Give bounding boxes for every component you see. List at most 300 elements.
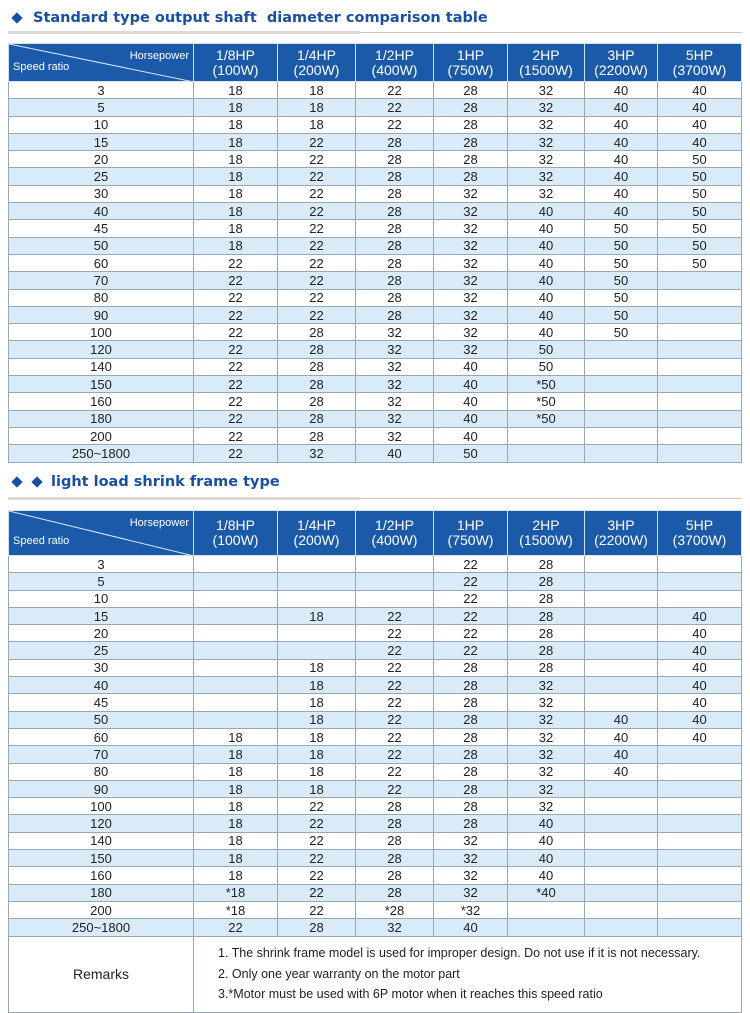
shaft-diameter-cell — [585, 850, 658, 867]
shaft-diameter-cell: 40 — [585, 82, 658, 99]
shaft-diameter-cell: 28 — [356, 850, 434, 867]
table-row — [9, 677, 742, 694]
shaft-diameter-cell: 40 — [508, 237, 585, 254]
table-row — [9, 151, 742, 168]
shaft-diameter-cell — [278, 642, 356, 659]
shaft-diameter-cell: 22 — [434, 642, 508, 659]
table-body — [9, 82, 742, 463]
shaft-diameter-cell: 40 — [434, 919, 508, 936]
shaft-diameter-cell: 32 — [434, 272, 508, 289]
shaft-diameter-cell: 18 — [278, 763, 356, 780]
shaft-diameter-cell: 32 — [356, 410, 434, 427]
shaft-diameter-cell — [356, 556, 434, 573]
speed-ratio-cell: 45 — [9, 220, 194, 237]
shaft-diameter-cell: 22 — [194, 272, 278, 289]
shaft-diameter-cell: 50 — [658, 185, 742, 202]
shaft-diameter-cell: 28 — [356, 133, 434, 150]
shaft-diameter-cell: 22 — [278, 151, 356, 168]
column-header — [508, 511, 585, 556]
corner-header-cell — [9, 44, 194, 82]
table-row — [9, 780, 742, 797]
shaft-diameter-cell: 40 — [585, 185, 658, 202]
shaft-diameter-cell: 18 — [278, 677, 356, 694]
shaft-diameter-cell: 28 — [434, 99, 508, 116]
shaft-diameter-cell — [508, 919, 585, 936]
shaft-diameter-cell: 40 — [585, 763, 658, 780]
shaft-diameter-cell: 28 — [508, 573, 585, 590]
table-row — [9, 358, 742, 375]
remarks-row — [9, 936, 742, 1012]
shaft-diameter-cell: 32 — [508, 82, 585, 99]
column-header — [658, 511, 742, 556]
horsepower-value: 5HP — [685, 517, 714, 533]
shaft-diameter-cell — [585, 694, 658, 711]
speed-ratio-cell: 200 — [9, 901, 194, 918]
shaft-diameter-cell: 32 — [356, 358, 434, 375]
shaft-diameter-cell: 32 — [434, 884, 508, 901]
shaft-diameter-cell: 32 — [508, 168, 585, 185]
shaft-diameter-cell — [585, 590, 658, 607]
section-2-title-text: light load shrink frame type — [51, 474, 280, 490]
speed-ratio-cell: 15 — [9, 133, 194, 150]
wattage-value: (2200W) — [594, 61, 648, 78]
shaft-diameter-cell — [658, 590, 742, 607]
shaft-diameter-cell: 32 — [434, 185, 508, 202]
table-row — [9, 133, 742, 150]
shaft-diameter-cell: *28 — [356, 901, 434, 918]
column-header — [508, 44, 585, 82]
shaft-diameter-cell: 50 — [585, 220, 658, 237]
shaft-diameter-cell: 28 — [434, 133, 508, 150]
speed-ratio-cell: 3 — [9, 82, 194, 99]
table-row — [9, 642, 742, 659]
shaft-diameter-cell: 40 — [585, 728, 658, 745]
table-row — [9, 798, 742, 815]
shaft-diameter-cell: 50 — [658, 220, 742, 237]
table-row — [9, 832, 742, 849]
speed-ratio-cell: 50 — [9, 237, 194, 254]
shaft-diameter-cell — [194, 642, 278, 659]
remark-note: 1. The shrink frame model is used for improper design. Do not use if it is not necessary. — [218, 946, 701, 961]
column-header — [278, 511, 356, 556]
diamond-bullet-icon — [11, 12, 22, 23]
shaft-diameter-cell: 32 — [434, 850, 508, 867]
table-row — [9, 376, 742, 393]
shaft-diameter-cell: 22 — [278, 850, 356, 867]
speed-ratio-cell: 120 — [9, 815, 194, 832]
shaft-diameter-cell: 22 — [278, 254, 356, 271]
shaft-diameter-cell: 22 — [356, 116, 434, 133]
shaft-diameter-cell: 22 — [194, 358, 278, 375]
diamond-bullet-icon — [31, 476, 42, 487]
shaft-diameter-cell: 50 — [658, 203, 742, 220]
shaft-diameter-cell — [658, 763, 742, 780]
shaft-diameter-cell: 22 — [434, 607, 508, 624]
shaft-diameter-cell: 28 — [278, 376, 356, 393]
shaft-diameter-cell: 40 — [434, 358, 508, 375]
shaft-diameter-cell — [658, 272, 742, 289]
shaft-diameter-cell: 28 — [278, 358, 356, 375]
horsepower-value: 1/8HP — [216, 46, 255, 63]
shaft-diameter-cell: 50 — [585, 306, 658, 323]
shaft-diameter-cell: 32 — [434, 341, 508, 358]
table-row — [9, 445, 742, 462]
shaft-diameter-cell — [278, 625, 356, 642]
shaft-diameter-cell: 40 — [585, 133, 658, 150]
shaft-diameter-cell: 22 — [278, 867, 356, 884]
shaft-diameter-cell: 28 — [278, 393, 356, 410]
shaft-diameter-cell: 28 — [508, 659, 585, 676]
shaft-diameter-cell: 28 — [434, 82, 508, 99]
shaft-diameter-cell: 28 — [356, 151, 434, 168]
shaft-diameter-cell: 32 — [356, 341, 434, 358]
shaft-diameter-cell: 40 — [508, 203, 585, 220]
shaft-diameter-cell: 22 — [356, 99, 434, 116]
speed-ratio-cell: 100 — [9, 324, 194, 341]
shaft-diameter-cell: 22 — [278, 815, 356, 832]
shaft-diameter-cell: 50 — [585, 289, 658, 306]
shaft-diameter-cell: 32 — [434, 324, 508, 341]
shaft-diameter-cell — [194, 607, 278, 624]
shaft-diameter-cell — [585, 556, 658, 573]
shaft-diameter-cell: 32 — [356, 427, 434, 444]
shaft-diameter-cell: 22 — [194, 919, 278, 936]
shaft-diameter-cell: 22 — [278, 220, 356, 237]
shaft-diameter-cell — [585, 427, 658, 444]
speed-ratio-cell: 250~1800 — [9, 445, 194, 462]
shaft-diameter-cell: 22 — [194, 427, 278, 444]
shaft-diameter-cell — [585, 642, 658, 659]
shaft-diameter-cell: 18 — [278, 746, 356, 763]
shaft-diameter-cell — [658, 901, 742, 918]
shaft-diameter-cell: 18 — [278, 99, 356, 116]
shaft-diameter-cell: *50 — [508, 376, 585, 393]
shaft-diameter-cell: 40 — [658, 133, 742, 150]
speed-ratio-label: Speed ratio — [13, 535, 70, 547]
shaft-diameter-cell: 32 — [508, 116, 585, 133]
shaft-diameter-cell: 22 — [356, 659, 434, 676]
shaft-diameter-cell: 22 — [356, 642, 434, 659]
speed-ratio-cell: 30 — [9, 185, 194, 202]
shaft-diameter-cell: 28 — [278, 324, 356, 341]
shaft-diameter-cell: 18 — [194, 116, 278, 133]
horsepower-value: 2HP — [532, 46, 560, 63]
shaft-diameter-cell — [585, 341, 658, 358]
shaft-diameter-cell: 22 — [356, 763, 434, 780]
shaft-diameter-cell: 32 — [434, 254, 508, 271]
shaft-diameter-cell — [658, 289, 742, 306]
shaft-diameter-cell — [585, 625, 658, 642]
table-row — [9, 590, 742, 607]
shaft-diameter-cell: 40 — [658, 99, 742, 116]
shaft-diameter-cell — [194, 556, 278, 573]
shaft-diameter-cell: 28 — [278, 919, 356, 936]
table-row — [9, 237, 742, 254]
shaft-diameter-cell: 28 — [356, 815, 434, 832]
shaft-diameter-cell: 18 — [194, 746, 278, 763]
shaft-diameter-cell: 22 — [278, 884, 356, 901]
shaft-diameter-cell — [278, 556, 356, 573]
shaft-diameter-cell: 28 — [356, 884, 434, 901]
speed-ratio-cell: 40 — [9, 203, 194, 220]
shaft-diameter-cell: 22 — [278, 901, 356, 918]
shaft-diameter-cell — [194, 573, 278, 590]
shaft-diameter-cell: 28 — [508, 590, 585, 607]
shaft-diameter-cell — [658, 573, 742, 590]
speed-ratio-cell: 5 — [9, 99, 194, 116]
shaft-diameter-cell: 22 — [194, 306, 278, 323]
shaft-diameter-cell: 28 — [356, 237, 434, 254]
shaft-diameter-cell: 18 — [194, 151, 278, 168]
corner-header-cell — [9, 511, 194, 556]
column-header — [434, 44, 508, 82]
shaft-diameter-cell: 22 — [434, 590, 508, 607]
shaft-diameter-cell: 28 — [434, 711, 508, 728]
wattage-value: (100W) — [212, 61, 259, 78]
shaft-diameter-cell: 22 — [278, 306, 356, 323]
shaft-diameter-cell: 28 — [356, 220, 434, 237]
shaft-diameter-cell: 28 — [356, 798, 434, 815]
shaft-diameter-cell: 40 — [658, 642, 742, 659]
shaft-diameter-cell — [585, 798, 658, 815]
shaft-diameter-cell: 50 — [434, 445, 508, 462]
shaft-diameter-cell: 28 — [356, 254, 434, 271]
shaft-diameter-cell: 40 — [508, 867, 585, 884]
shaft-diameter-cell: 18 — [194, 780, 278, 797]
horsepower-value: 1/4HP — [297, 517, 336, 533]
horsepower-value: 3HP — [607, 517, 635, 533]
wattage-value: (1500W) — [519, 61, 573, 78]
shaft-diameter-cell — [585, 901, 658, 918]
speed-ratio-cell: 120 — [9, 341, 194, 358]
shaft-diameter-cell: 28 — [356, 203, 434, 220]
shaft-diameter-cell: 18 — [278, 780, 356, 797]
shaft-diameter-cell — [278, 590, 356, 607]
shaft-diameter-cell: 50 — [585, 324, 658, 341]
shaft-diameter-cell: 18 — [194, 203, 278, 220]
shaft-diameter-cell: 40 — [658, 659, 742, 676]
table-row — [9, 427, 742, 444]
speed-ratio-cell: 100 — [9, 798, 194, 815]
shaft-diameter-cell: 22 — [194, 254, 278, 271]
wattage-value: (750W) — [447, 532, 494, 548]
shaft-diameter-cell: 18 — [194, 815, 278, 832]
shaft-diameter-cell: 40 — [658, 116, 742, 133]
table-row — [9, 341, 742, 358]
shaft-diameter-cell: 22 — [194, 376, 278, 393]
shaft-diameter-cell — [585, 376, 658, 393]
shaft-diameter-cell: 18 — [194, 867, 278, 884]
shaft-diameter-cell: 50 — [658, 151, 742, 168]
speed-ratio-cell: 250~1800 — [9, 919, 194, 936]
shaft-diameter-cell — [194, 694, 278, 711]
shaft-diameter-cell: *32 — [434, 901, 508, 918]
shaft-diameter-cell: 32 — [508, 711, 585, 728]
table-row — [9, 306, 742, 323]
shaft-diameter-cell — [658, 884, 742, 901]
wattage-value: (1500W) — [519, 532, 573, 548]
wattage-value: (750W) — [447, 61, 494, 78]
horsepower-value: 5HP — [685, 46, 714, 63]
shaft-diameter-cell — [658, 445, 742, 462]
shaft-diameter-cell: 32 — [356, 376, 434, 393]
shaft-diameter-cell — [585, 573, 658, 590]
shaft-diameter-cell: *40 — [508, 884, 585, 901]
shaft-diameter-cell — [658, 867, 742, 884]
shaft-diameter-cell — [508, 445, 585, 462]
table-header — [9, 44, 742, 82]
shaft-diameter-cell — [658, 306, 742, 323]
wattage-value: (100W) — [212, 532, 259, 548]
shaft-diameter-cell: 50 — [658, 168, 742, 185]
shaft-diameter-cell — [194, 625, 278, 642]
speed-ratio-cell: 200 — [9, 427, 194, 444]
table-body — [9, 556, 742, 1013]
shaft-diameter-cell: 28 — [434, 746, 508, 763]
table-row — [9, 185, 742, 202]
shaft-diameter-cell: 32 — [508, 763, 585, 780]
shaft-diameter-cell — [658, 376, 742, 393]
shaft-diameter-cell — [585, 358, 658, 375]
shaft-diameter-cell — [194, 677, 278, 694]
table-row — [9, 272, 742, 289]
shaft-diameter-cell: 22 — [194, 289, 278, 306]
shaft-diameter-cell: 32 — [434, 220, 508, 237]
shaft-diameter-cell: 22 — [356, 728, 434, 745]
speed-ratio-cell: 180 — [9, 410, 194, 427]
shaft-diameter-cell: 40 — [508, 306, 585, 323]
shaft-diameter-cell — [585, 780, 658, 797]
shaft-diameter-cell: 22 — [434, 573, 508, 590]
shaft-diameter-cell: 22 — [356, 746, 434, 763]
shaft-diameter-cell: 18 — [194, 133, 278, 150]
shaft-diameter-cell: *50 — [508, 393, 585, 410]
shaft-diameter-cell: 22 — [434, 556, 508, 573]
shaft-diameter-cell: 18 — [194, 798, 278, 815]
section-1-divider — [8, 32, 742, 33]
shaft-diameter-cell — [508, 901, 585, 918]
shaft-diameter-cell: 50 — [658, 254, 742, 271]
shaft-diameter-cell: 18 — [194, 832, 278, 849]
speed-ratio-cell: 150 — [9, 376, 194, 393]
shaft-diameter-cell — [585, 884, 658, 901]
shaft-diameter-cell — [585, 445, 658, 462]
shaft-diameter-cell: 28 — [278, 410, 356, 427]
speed-ratio-cell: 180 — [9, 884, 194, 901]
speed-ratio-cell: 3 — [9, 556, 194, 573]
shaft-diameter-cell: 40 — [658, 694, 742, 711]
table-row — [9, 919, 742, 936]
table-row — [9, 694, 742, 711]
table-row — [9, 901, 742, 918]
section-2-title — [10, 470, 280, 494]
shaft-diameter-cell: 32 — [434, 306, 508, 323]
shaft-diameter-cell: 40 — [508, 850, 585, 867]
shaft-diameter-cell: 32 — [508, 151, 585, 168]
shaft-diameter-cell: 40 — [508, 254, 585, 271]
table-row — [9, 556, 742, 573]
shaft-diameter-cell — [658, 358, 742, 375]
horsepower-value: 1HP — [456, 46, 485, 63]
shaft-diameter-cell — [658, 324, 742, 341]
shaft-diameter-cell: 22 — [194, 410, 278, 427]
speed-ratio-cell: 5 — [9, 573, 194, 590]
speed-ratio-cell: 45 — [9, 694, 194, 711]
speed-ratio-cell: 60 — [9, 728, 194, 745]
shaft-diameter-cell — [658, 780, 742, 797]
diamond-bullet-icon — [11, 476, 22, 487]
shaft-diameter-cell — [356, 573, 434, 590]
speed-ratio-cell: 140 — [9, 832, 194, 849]
shaft-diameter-cell — [508, 427, 585, 444]
speed-ratio-label: Speed ratio — [13, 61, 70, 73]
table-row — [9, 659, 742, 676]
shaft-diameter-cell: 40 — [508, 289, 585, 306]
column-header — [434, 511, 508, 556]
shaft-diameter-cell — [658, 341, 742, 358]
shaft-diameter-cell: 40 — [585, 151, 658, 168]
shaft-diameter-cell: 50 — [658, 237, 742, 254]
table-row — [9, 625, 742, 642]
speed-ratio-cell: 160 — [9, 393, 194, 410]
shaft-diameter-cell: *50 — [508, 410, 585, 427]
shaft-diameter-cell: 28 — [356, 867, 434, 884]
column-header — [658, 44, 742, 82]
table-row — [9, 573, 742, 590]
shaft-diameter-cell: 32 — [434, 289, 508, 306]
column-header — [356, 511, 434, 556]
column-header — [194, 44, 278, 82]
speed-ratio-cell: 40 — [9, 677, 194, 694]
shaft-diameter-cell — [585, 832, 658, 849]
shaft-diameter-cell: 40 — [434, 393, 508, 410]
shaft-diameter-cell: 32 — [508, 728, 585, 745]
shaft-diameter-cell: 18 — [278, 694, 356, 711]
speed-ratio-cell: 80 — [9, 763, 194, 780]
speed-ratio-cell: 50 — [9, 711, 194, 728]
table-row — [9, 393, 742, 410]
column-header — [194, 511, 278, 556]
shaft-diameter-cell: 18 — [278, 711, 356, 728]
horsepower-value: 1/4HP — [297, 46, 336, 63]
shaft-diameter-cell — [658, 919, 742, 936]
shaft-diameter-cell — [658, 556, 742, 573]
shaft-diameter-cell: 22 — [356, 625, 434, 642]
shaft-diameter-cell: 28 — [434, 763, 508, 780]
shaft-diameter-cell: 22 — [278, 798, 356, 815]
shaft-diameter-cell: 40 — [434, 410, 508, 427]
table-row — [9, 607, 742, 624]
shaft-diameter-cell: 22 — [356, 677, 434, 694]
shaft-diameter-cell: 40 — [658, 711, 742, 728]
shaft-diameter-cell: 22 — [434, 625, 508, 642]
table-row — [9, 168, 742, 185]
shaft-diameter-cell: 40 — [434, 376, 508, 393]
shaft-diameter-cell: 32 — [508, 746, 585, 763]
shaft-diameter-cell: 50 — [585, 237, 658, 254]
shaft-diameter-cell: 40 — [434, 427, 508, 444]
shaft-diameter-cell: 28 — [434, 677, 508, 694]
shaft-diameter-cell: 22 — [356, 711, 434, 728]
shaft-diameter-cell: 32 — [356, 919, 434, 936]
speed-ratio-cell: 60 — [9, 254, 194, 271]
horsepower-value: 1/2HP — [375, 46, 414, 63]
table-row — [9, 289, 742, 306]
speed-ratio-cell: 20 — [9, 151, 194, 168]
table-row — [9, 728, 742, 745]
column-header — [585, 44, 658, 82]
shaft-diameter-cell — [585, 607, 658, 624]
